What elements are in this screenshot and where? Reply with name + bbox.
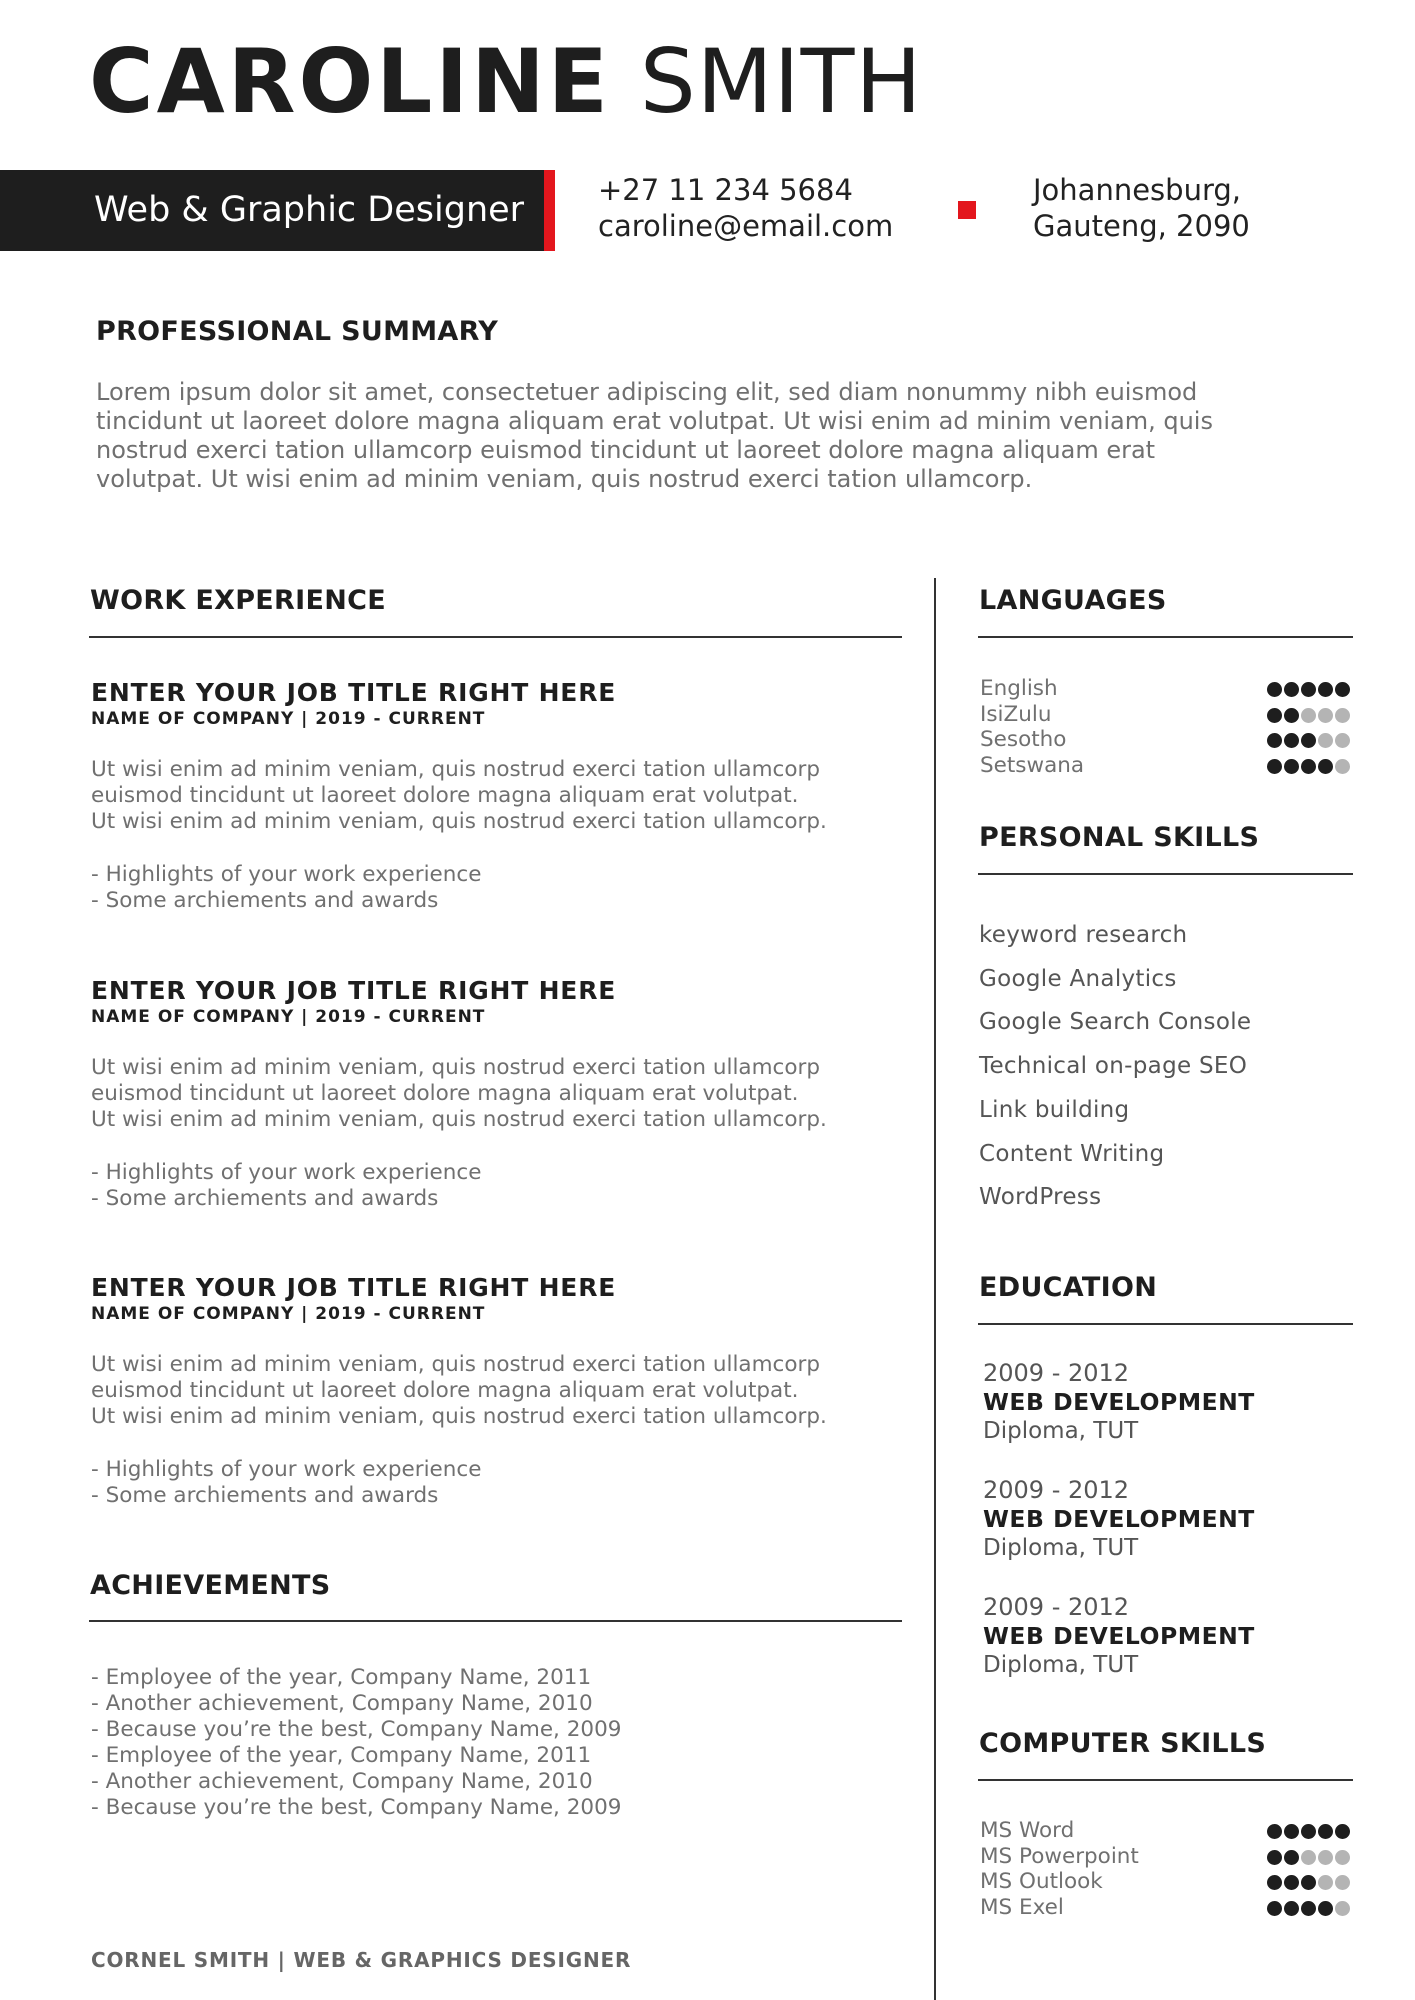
rating-dot-filled-icon	[1318, 1824, 1333, 1839]
job-entry	[91, 976, 911, 1212]
job-entry-description: Ut wisi enim ad minim veniam, quis nostrud exerci tation ullamcorp euismod tincidunt ut laoreet dolore magna aliquam erat volutpat. Ut wisi enim ad minim veniam, quis nostrud exerci tation ullamcorp.	[91, 1352, 827, 1429]
rating-dot-filled-icon	[1267, 1901, 1282, 1916]
achievements-heading: ACHIEVEMENTS	[90, 1570, 331, 1601]
computer-skill-row	[980, 1844, 1350, 1870]
achievements-divider	[89, 1620, 902, 1622]
personal-skills-divider	[978, 873, 1353, 875]
rating-dot-filled-icon	[1267, 708, 1282, 723]
rating-dot-empty-icon	[1301, 708, 1316, 723]
education-entry	[983, 1359, 1255, 1446]
rating-dot-filled-icon	[1284, 1901, 1299, 1916]
rating-dots	[1267, 708, 1350, 723]
summary-text: Lorem ipsum dolor sit amet, consectetuer adipiscing elit, sed diam nonummy nibh euismod tincidunt ut laoreet dolore magna aliquam erat volutpat. Ut wisi enim ad minim veniam, quis nostrud exerci tation ullamcorp euismod tincidunt ut laoreet dolore magna aliquam erat volutpat. Ut wisi enim ad minim veniam, quis nostrud exerci tation ullamcorp.	[96, 378, 1213, 493]
rating-dot-filled-icon	[1301, 1901, 1316, 1916]
education-entry	[983, 1476, 1255, 1563]
job-entry-highlights: - Highlights of your work experience - Some archiements and awards	[91, 1160, 482, 1211]
languages-list	[980, 676, 1350, 778]
language-name: IsiZulu	[980, 701, 1052, 727]
rating-dot-filled-icon	[1267, 759, 1282, 774]
language-name: English	[980, 676, 1058, 701]
rating-dot-filled-icon	[1301, 682, 1316, 697]
rating-dots	[1267, 1875, 1350, 1890]
computer-skill-row	[980, 1869, 1350, 1895]
candidate-name	[89, 30, 923, 133]
language-name: Sesotho	[980, 727, 1067, 752]
computer-skill-name: MS Outlook	[980, 1869, 1103, 1894]
rating-dot-empty-icon	[1318, 708, 1333, 723]
job-entry	[91, 678, 911, 914]
rating-dot-filled-icon	[1284, 1850, 1299, 1865]
first-name: CAROLINE	[89, 30, 611, 133]
work-experience-divider	[89, 636, 902, 638]
rating-dots	[1267, 682, 1350, 697]
education-divider	[978, 1323, 1353, 1325]
rating-dot-filled-icon	[1284, 759, 1299, 774]
rating-dot-filled-icon	[1301, 759, 1316, 774]
rating-dot-empty-icon	[1335, 1875, 1350, 1890]
rating-dot-filled-icon	[1284, 682, 1299, 697]
job-entry-highlights: - Highlights of your work experience - Some archiements and awards	[91, 862, 482, 913]
rating-dot-filled-icon	[1335, 682, 1350, 697]
rating-dot-empty-icon	[1318, 733, 1333, 748]
education-school: Diploma, TUT	[983, 1535, 1139, 1561]
personal-skills-heading: PERSONAL SKILLS	[979, 822, 1260, 853]
address-line-1: Johannesburg,	[1033, 173, 1241, 207]
languages-divider	[978, 636, 1353, 638]
education-years: 2009 - 2012	[983, 1593, 1130, 1621]
computer-skill-name: MS Powerpoint	[980, 1843, 1139, 1869]
job-entry	[91, 1273, 911, 1509]
job-entry-description: Ut wisi enim ad minim veniam, quis nostrud exerci tation ullamcorp euismod tincidunt ut laoreet dolore magna aliquam erat volutpat. Ut wisi enim ad minim veniam, quis nostrud exerci tation ullamcorp.	[91, 1055, 827, 1132]
address	[1033, 172, 1250, 244]
job-entry-title: ENTER YOUR JOB TITLE RIGHT HERE	[91, 1273, 617, 1302]
computer-skills-list	[980, 1818, 1350, 1920]
rating-dots	[1267, 733, 1350, 748]
job-title-banner	[0, 170, 555, 251]
list-item: - Because you’re the best, Company Name, 2009	[91, 1717, 622, 1742]
education-heading: EDUCATION	[979, 1272, 1158, 1303]
list-item: - Because you’re the best, Company Name, 2009	[91, 1795, 622, 1820]
list-item: - Another achievement, Company Name, 2010	[91, 1691, 593, 1716]
summary-heading: PROFESSIONAL SUMMARY	[96, 316, 499, 347]
education-school: Diploma, TUT	[983, 1418, 1139, 1444]
rating-dot-filled-icon	[1335, 1824, 1350, 1839]
education-years: 2009 - 2012	[983, 1359, 1130, 1387]
job-entry-company: NAME OF COMPANY | 2019 - CURRENT	[91, 1304, 486, 1324]
work-experience-heading: WORK EXPERIENCE	[90, 585, 386, 616]
list-item: Link building	[979, 1096, 1130, 1123]
job-entry-company: NAME OF COMPANY | 2019 - CURRENT	[91, 709, 486, 729]
languages-heading: LANGUAGES	[979, 585, 1167, 616]
rating-dot-filled-icon	[1318, 1901, 1333, 1916]
rating-dots	[1267, 759, 1350, 774]
education-entry	[983, 1593, 1255, 1680]
education-years: 2009 - 2012	[983, 1476, 1130, 1504]
achievements-list	[91, 1665, 621, 1821]
job-entry-title: ENTER YOUR JOB TITLE RIGHT HERE	[91, 976, 617, 1005]
rating-dot-filled-icon	[1267, 682, 1282, 697]
rating-dot-filled-icon	[1284, 708, 1299, 723]
education-degree: WEB DEVELOPMENT	[983, 1622, 1255, 1650]
rating-dot-empty-icon	[1318, 1875, 1333, 1890]
rating-dot-empty-icon	[1335, 1850, 1350, 1865]
list-item: - Another achievement, Company Name, 2010	[91, 1769, 593, 1794]
personal-skills-list	[979, 914, 1251, 1220]
language-row	[980, 753, 1350, 779]
rating-dot-filled-icon	[1318, 682, 1333, 697]
rating-dot-filled-icon	[1284, 733, 1299, 748]
education-degree: WEB DEVELOPMENT	[983, 1505, 1255, 1533]
list-item: WordPress	[979, 1184, 1102, 1211]
rating-dot-filled-icon	[1284, 1875, 1299, 1890]
list-item: Google Search Console	[979, 1009, 1252, 1036]
computer-skills-divider	[978, 1779, 1353, 1781]
rating-dots	[1267, 1824, 1350, 1839]
computer-skill-name: MS Word	[980, 1818, 1075, 1843]
last-name: SMITH	[639, 30, 923, 133]
rating-dot-filled-icon	[1301, 733, 1316, 748]
job-entry-company: NAME OF COMPANY | 2019 - CURRENT	[91, 1007, 486, 1027]
rating-dot-empty-icon	[1335, 708, 1350, 723]
rating-dot-filled-icon	[1267, 1875, 1282, 1890]
list-item: Google Analytics	[979, 965, 1177, 992]
rating-dot-filled-icon	[1267, 733, 1282, 748]
computer-skill-name: MS Exel	[980, 1894, 1064, 1920]
address-line-2: Gauteng, 2090	[1033, 209, 1250, 243]
rating-dot-empty-icon	[1335, 733, 1350, 748]
rating-dot-empty-icon	[1301, 1850, 1316, 1865]
rating-dot-filled-icon	[1284, 1824, 1299, 1839]
computer-skills-heading: COMPUTER SKILLS	[979, 1728, 1267, 1759]
language-row	[980, 676, 1350, 702]
rating-dot-filled-icon	[1267, 1850, 1282, 1865]
list-item: - Employee of the year, Company Name, 2011	[91, 1665, 592, 1690]
contact-info	[598, 172, 893, 244]
footer: CORNEL SMITH | WEB & GRAPHICS DESIGNER	[91, 1948, 632, 1972]
computer-skill-row	[980, 1895, 1350, 1921]
rating-dot-filled-icon	[1318, 759, 1333, 774]
email: caroline@email.com	[598, 209, 894, 243]
separator-square-icon	[958, 201, 976, 219]
list-item: Technical on-page SEO	[979, 1053, 1248, 1080]
computer-skill-row	[980, 1818, 1350, 1844]
rating-dots	[1267, 1901, 1350, 1916]
phone: +27 11 234 5684	[598, 173, 853, 207]
language-row	[980, 727, 1350, 753]
education-degree: WEB DEVELOPMENT	[983, 1388, 1255, 1416]
rating-dot-empty-icon	[1335, 759, 1350, 774]
list-item: keyword research	[979, 922, 1188, 948]
rating-dot-empty-icon	[1318, 1850, 1333, 1865]
list-item: - Employee of the year, Company Name, 2011	[91, 1743, 592, 1768]
language-row	[980, 702, 1350, 728]
rating-dot-filled-icon	[1267, 1824, 1282, 1839]
job-entry-highlights: - Highlights of your work experience - Some archiements and awards	[91, 1457, 482, 1508]
rating-dot-filled-icon	[1301, 1824, 1316, 1839]
job-entry-title: ENTER YOUR JOB TITLE RIGHT HERE	[91, 678, 617, 707]
education-school: Diploma, TUT	[983, 1652, 1139, 1678]
column-divider	[934, 578, 936, 2000]
rating-dot-empty-icon	[1335, 1901, 1350, 1916]
job-title: Web & Graphic Designer	[94, 190, 525, 230]
list-item: Content Writing	[979, 1140, 1165, 1167]
language-name: Setswana	[980, 752, 1085, 778]
rating-dots	[1267, 1850, 1350, 1865]
job-entry-description: Ut wisi enim ad minim veniam, quis nostrud exerci tation ullamcorp euismod tincidunt ut laoreet dolore magna aliquam erat volutpat. Ut wisi enim ad minim veniam, quis nostrud exerci tation ullamcorp.	[91, 757, 827, 834]
rating-dot-filled-icon	[1301, 1875, 1316, 1890]
